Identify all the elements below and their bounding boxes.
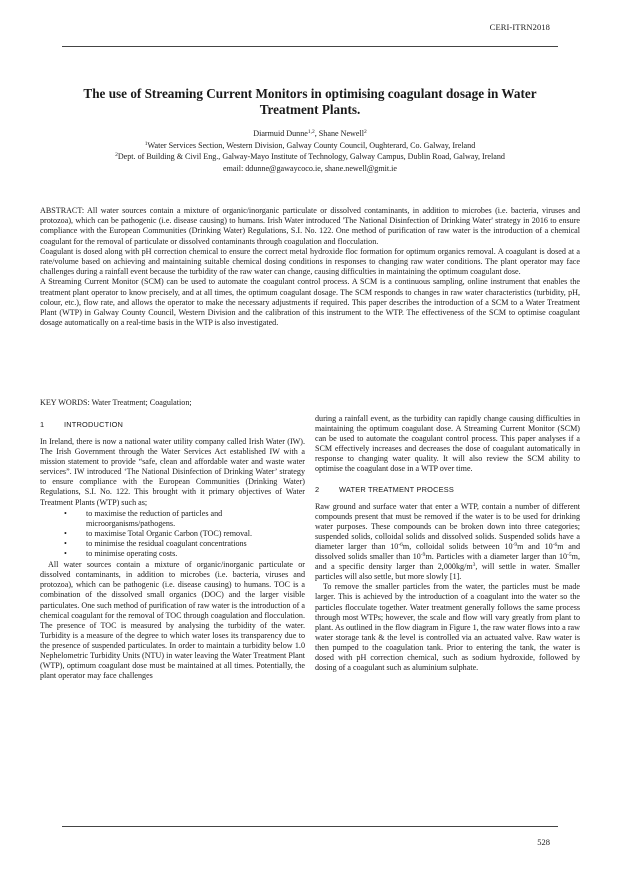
affiliation-1 (40, 140, 580, 152)
paper-title: The use of Streaming Current Monitors in optimising coagulant dosage in Water Treatment Plants. (83, 86, 537, 117)
author-1: Diarmuid Dunne (253, 129, 308, 138)
author-1-affil: 1,2 (307, 129, 315, 135)
affiliation-2-mark: 2 (115, 152, 118, 159)
process-paragraph-1: Raw ground and surface water that enter a WTP, contain a number of different compounds present that must be removed if the water is to be used for drinking water purposes. These compounds can be broken down into three categories; suspended solids, colloidal solids and dissolved solids. Suspended solids have a diameter larger than $10^{-6}m$, colloidal solids between $10^{-9}m$ and $10^{-6}m$ and dissolved solids smaller than $10^{-9}m$. Particles with a diameter larger than $10^{-5}m$, and a specific density larger than $2,000kg/m^3$, will settle in water. Smaller particles will also settle, but more slowly [1]. (315, 501, 580, 582)
abstract-paragraph-1: ABSTRACT: All water sources contain a mixture of organic/inorganic particulate or dissolved contaminants, in addition to microbes (i.e. bacteria, viruses and protozoa), which can be pathogenic (i.e. disease causing) to humans. Irish Water introduced 'The National Disinfection of Drinking Water' strategy in 2016 to ensure compliance with the European Communities (Drinking Water) Regulations, S.I. No. 122. One method of purification of raw water is the introduction of a chemical coagulant for the removal of particulate or dissolved contaminants through coagulation and flocculation. (40, 206, 580, 246)
section-number: 1 (40, 420, 45, 429)
list-item: • to maximise the reduction of particles and microorganisms/pathogens. (40, 509, 305, 529)
affiliation-1-text: Water Services Section, Western Division, Galway County Council, Oughterard, Co. Galway, Ireland (147, 140, 476, 150)
author-names (40, 128, 580, 140)
process-paragraph-2: To remove the smaller particles from the water, the particles must be made larger. This is achieved by the introduction of a coagulant into the water so the particles flocculate together. Water treatment generally follows the same process through most WTPs; however, the scale and flow will vary greatly from plant to plant. As outlined in the flow diagram in Figure 1, the raw water flows into a raw water storage tank & the level is controlled via an actuated valve. Raw water is then pumped to the coagulation tank. Prior to entering the tank, the water is dosed with pH correction chemical, such as sodium hydroxide, followed by dosing of a coagulant such as aluminium sulphate. (315, 582, 580, 673)
affiliation-2-text: Dept. of Building & Civil Eng., Galway-Mayo Institute of Technology, Galway Campus, Dublin Road, Galway, Ireland (117, 152, 505, 162)
author-block (40, 128, 580, 174)
list-item: • to minimise operating costs. (40, 549, 305, 559)
section-heading-water-treatment (315, 485, 580, 495)
abstract-paragraph-2: Coagulant is dosed along with pH correction chemical to ensure the correct metal hydroxide floc formation for optimum organics removal. A coagulant is dosed at a rate/volume based on achieving and maintaining suitable chemical dosing conditions in responses to changing raw water conditions. The plant operator may face challenges during a rainfall event because the turbidity of the raw water can change, causing difficulties in maintaining the optimum coagulant dose. (40, 246, 580, 277)
section-title: INTRODUCTION (64, 420, 124, 429)
list-item: • to minimise the residual coagulant concentrations (40, 539, 305, 549)
abstract (40, 206, 580, 328)
objectives-list (40, 509, 305, 559)
intro-paragraph-1: In Ireland, there is now a national water utility company called Irish Water (IW). The Irish Government through the Water Services Act established IW with a mission statement to provide “safe, clean and affordable water and waste water services”. IW introduced ‘The National Disinfection of Drinking Water’ strategy to ensure compliance with the European Communities (Drinking Water) Regulations, S.I. No. 122. This brought with it primary objectives of Water Treatment Plants (WTP) such as; (40, 437, 305, 507)
section-title: WATER TREATMENT PROCESS (339, 484, 455, 494)
footer-rule (62, 826, 558, 827)
header-rule (62, 46, 558, 47)
conference-id: CERI-ITRN2018 (489, 22, 550, 32)
author-2: , Shane Newell (314, 129, 364, 138)
section-heading-introduction (40, 420, 305, 430)
author-email: email: ddunne@gawaycoco.ie, shane.newell@gmit.ie (222, 163, 398, 173)
author-2-affil: 2 (363, 129, 367, 135)
section-number: 2 (315, 484, 320, 494)
column-left (40, 420, 305, 681)
intro-paragraph-2: All water sources contain a mixture of organic/inorganic particulate or dissolved contaminants, in addition to microbes (i.e. bacteria, viruses and protozoa), which can be pathogenic (i.e. disease causing) to humans. TOC is a combination of the dissolved small organics (DOC) and the larger visible particulates. One such method of purification of raw water is the introduction of a chemical coagulant for the removal of TOC through coagulation and flocculation. The presence of TOC is measured by analysing the turbidity of the water. Turbidity is a measure of the degree to which water loses its transparency due to the presence of suspended particulates. In order to maintain a turbidity below 1.0 Nephelometric Turbidity Units (NTU) in water leaving the Water Treatment Plant (WTP), optimum coagulant dose must be maintained at all times. Potentially, the plant operator may face challenges (40, 560, 305, 681)
keywords: KEY WORDS: Water Treatment; Coagulation; (40, 398, 192, 407)
column-right (315, 414, 580, 673)
intro-paragraph-3: during a rainfall event, as the turbidity can rapidly change causing difficulties in maintaining the optimum coagulant dose. A Streaming Current Monitor (SCM) can be used to automate the coagulant control process. This paper analyses if a SCM effectively increases and decreases the dose of coagulant automatically in response to changing water quality. It will also review the SCM ability to optimise the coagulant dose in a WTP over time. (315, 414, 580, 474)
list-item: • to maximise Total Organic Carbon (TOC) removal. (40, 529, 305, 539)
abstract-paragraph-3: A Streaming Current Monitor (SCM) can be used to automate the coagulant control process. A SCM is a continuous sampling, online instrument that enables the treatment plant operator to know precisely, and at all times, the optimum coagulant dosage. The SCM responds to changes in raw water characteristics (turbidity, pH, colour, etc.), flow rate, and allows the operator to make the necessary adjustments if required. This paper describes the introduction of a SCM to a Water Treatment Plant (WTP) in Galway County Council, Western Division and the calibration of this instrument to the WTP. The effectiveness of the SCM to optimise coagulant dosage automatically on a real-time basis in the WTP is also investigated. (40, 277, 580, 328)
affiliation-1-mark: 1 (144, 140, 148, 147)
affiliation-2 (40, 151, 580, 163)
page-number: 528 (537, 837, 550, 847)
